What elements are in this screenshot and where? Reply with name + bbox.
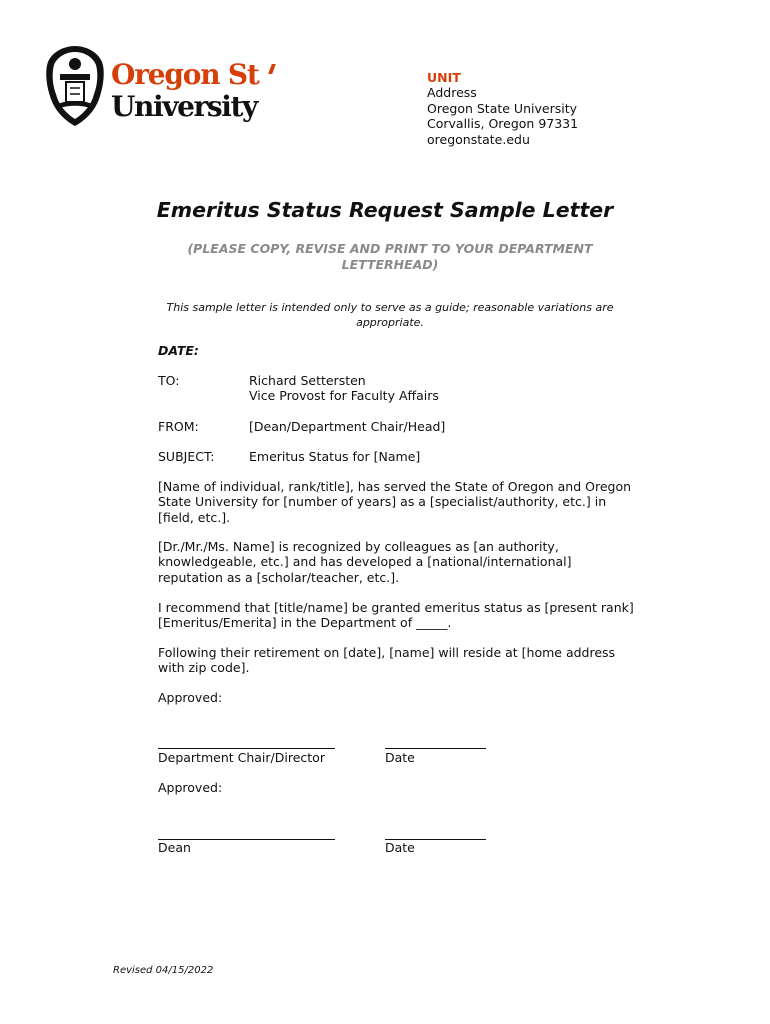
to-title: Vice Provost for Faculty Affairs <box>249 388 439 404</box>
body-paragraph: [Name of individual, rank/title], has served the State of Oregon and Oregon State University for [number of years] as a [specialist/authority, etc.] in [field, etc.]. <box>158 479 632 525</box>
signature-line <box>158 748 335 749</box>
logo-wordmark-line1: Oregon St <box>111 58 259 91</box>
unit-city: Corvallis, Oregon 97331 <box>427 116 579 132</box>
body-paragraph: Following their retirement on [date], [name] will reside at [home address with zip code]. <box>158 645 616 676</box>
body-paragraph: [Dr./Mr./Ms. Name] is recognized by colleagues as [an authority, knowledgeable, etc.] and has developed a [national/international] reputation as a [scholar/teacher, etc.]. <box>158 539 572 585</box>
from-label: FROM: <box>158 419 199 434</box>
logo-wordmark-line2: University <box>111 90 257 123</box>
date-label: DATE: <box>158 343 199 358</box>
approved-label: Approved: <box>158 690 223 705</box>
beaver-shield-icon <box>44 44 106 128</box>
unit-website: oregonstate.edu <box>427 131 530 147</box>
logo-accent-mark <box>268 64 276 74</box>
to-name: Richard Settersten <box>249 373 366 388</box>
to-value <box>249 373 439 404</box>
to-label: TO: <box>158 373 180 388</box>
signature-date-label: Date <box>385 840 415 855</box>
revision-note: Revised 04/15/2022 <box>113 965 214 976</box>
subject-label: SUBJECT: <box>158 449 215 464</box>
subject-value: Emeritus Status for [Name] <box>249 449 421 464</box>
letter-subtitle: (PLEASE COPY, REVISE AND PRINT TO YOUR DEPARTMENT LETTERHEAD) <box>187 241 593 272</box>
unit-university: Oregon State University <box>427 100 577 116</box>
osu-logo <box>44 44 294 130</box>
intro-note: This sample letter is intended only to serve as a guide; reasonable variations are appropriate. <box>166 301 614 329</box>
from-value: [Dean/Department Chair/Head] <box>249 419 446 434</box>
unit-name: UNIT <box>427 70 461 85</box>
signer-label: Dean <box>158 840 191 855</box>
date-line <box>385 748 486 749</box>
signer-label: Department Chair/Director <box>158 750 325 765</box>
signature-date-label: Date <box>385 750 415 765</box>
body-paragraph: I recommend that [title/name] be granted emeritus status as [present rank] [Emeritus/Emerita] in the Department of _____. <box>158 600 634 631</box>
unit-address: Address <box>427 85 477 101</box>
unit-address-block <box>427 70 578 147</box>
approved-label: Approved: <box>158 780 223 795</box>
letter-title: Emeritus Status Request Sample Letter <box>156 198 614 222</box>
